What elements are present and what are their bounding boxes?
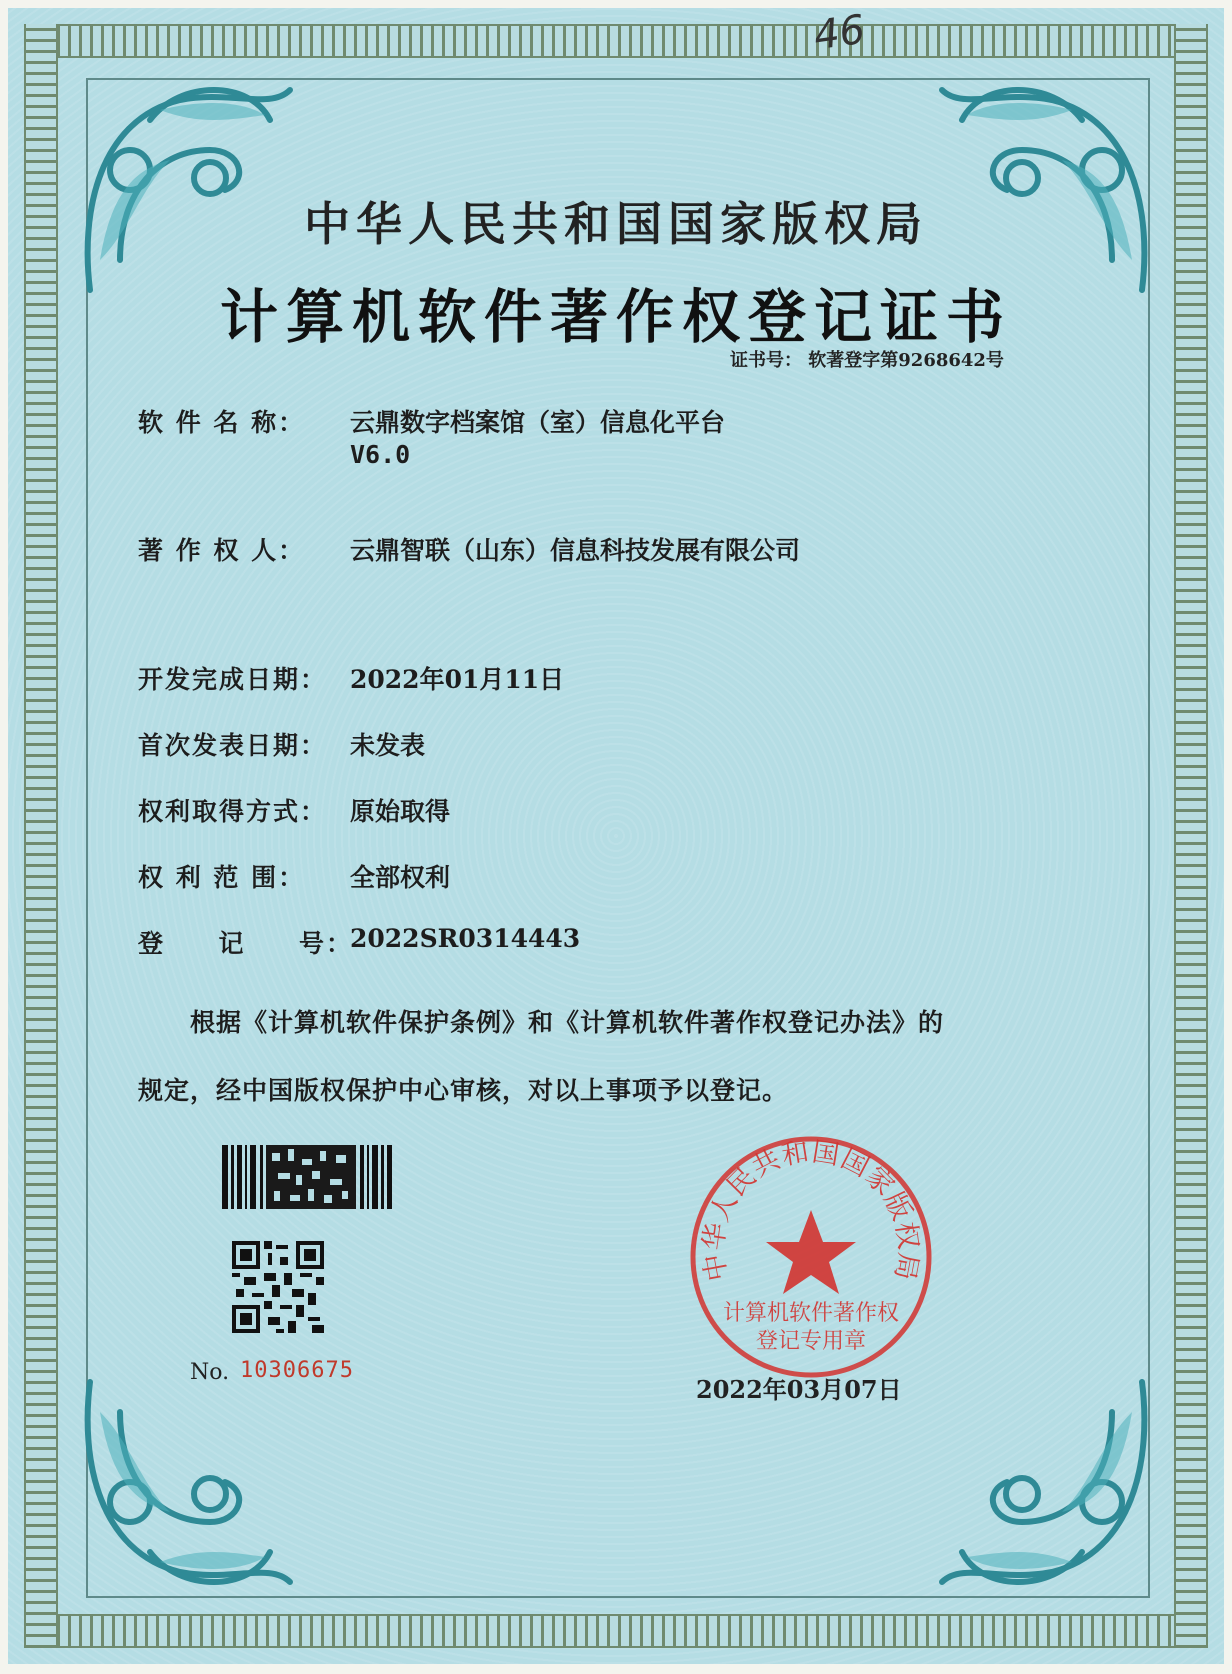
field-value-completion-date: 2022年01月11日 xyxy=(350,665,565,694)
field-label-completion-date: 开发完成日期： xyxy=(138,665,328,694)
software-version: V6.0 xyxy=(350,440,411,469)
certificate-number: 证书号： 软著登字第9268642号 xyxy=(730,350,1004,371)
field-value-acquisition-method: 原始取得 xyxy=(350,797,451,826)
border-left xyxy=(24,24,58,1648)
corner-ornament-bottom-right xyxy=(922,1362,1172,1612)
scroll-ornament-icon xyxy=(60,1362,310,1612)
certificate xyxy=(8,8,1224,1664)
field-value-registration-number: 2022SR0314443 xyxy=(350,924,581,953)
seal-line-2: 登记专用章 xyxy=(755,1329,867,1354)
field-label-acquisition-method: 权利取得方式： xyxy=(138,797,328,826)
issuing-authority: 中华人民共和国国家版权局 xyxy=(304,197,928,251)
scroll-ornament-icon xyxy=(922,1362,1172,1612)
seal-line-1: 计算机软件著作权 xyxy=(722,1301,900,1326)
field-value-software-name: 云鼎数字档案馆（室）信息化平台 xyxy=(350,408,726,437)
border-bottom xyxy=(24,1614,1208,1648)
field-label-publish-date: 首次发表日期： xyxy=(138,731,328,760)
statement-line-1: 根据《计算机软件保护条例》和《计算机软件著作权登记办法》的 xyxy=(190,1008,945,1037)
serial-number-value: 10306675 xyxy=(240,1358,354,1383)
seal-ring-text: 中华人民共和国国家版权局 xyxy=(698,1136,924,1284)
field-value-rights-scope: 全部权利 xyxy=(350,863,451,892)
official-seal-icon xyxy=(686,1132,936,1382)
border-right xyxy=(1174,24,1208,1648)
field-label-registration-number: 登 记 号： xyxy=(138,929,354,958)
field-label-software-name: 软 件 名 称： xyxy=(138,408,306,437)
field-value-copyright-owner: 云鼎智联（山东）信息科技发展有限公司 xyxy=(350,536,801,565)
border-top xyxy=(24,24,1208,58)
certificate-title: 计算机软件著作权登记证书 xyxy=(219,283,1012,351)
handwritten-mark: 46 xyxy=(811,6,868,60)
serial-number-label: No. xyxy=(190,1360,230,1385)
qr-code-icon xyxy=(232,1241,324,1333)
statement-line-2: 规定，经中国版权保护中心审核，对以上事项予以登记。 xyxy=(138,1076,789,1105)
field-label-rights-scope: 权 利 范 围： xyxy=(138,863,306,892)
barcode-icon xyxy=(222,1145,396,1209)
field-label-copyright-owner: 著 作 权 人： xyxy=(138,536,306,565)
issue-date: 2022年03月07日 xyxy=(696,1375,902,1404)
corner-ornament-bottom-left xyxy=(60,1362,310,1612)
field-value-publish-date: 未发表 xyxy=(350,731,426,760)
